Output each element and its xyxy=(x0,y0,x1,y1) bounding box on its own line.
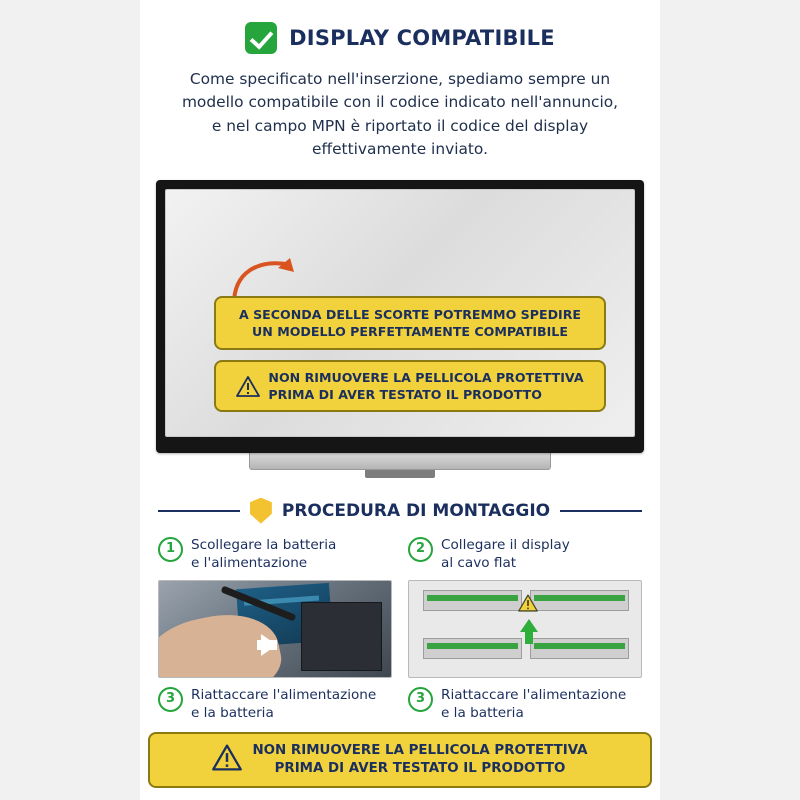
intro-line-4: effettivamente inviato. xyxy=(312,140,488,159)
panel-backlight-strip xyxy=(249,453,551,470)
panel-screen xyxy=(165,189,635,437)
step-1-text xyxy=(191,536,336,572)
callout-compatible xyxy=(214,296,606,351)
panel-bezel xyxy=(156,180,644,453)
bottom-warning-banner xyxy=(148,732,652,788)
intro-line-3: e nel campo MPN è riportato il codice del display xyxy=(211,116,589,135)
step-3-right-line-2: e la batteria xyxy=(441,704,524,721)
warning-triangle-icon xyxy=(518,594,538,616)
step-column-right xyxy=(408,536,642,724)
flat-cable-connector xyxy=(530,638,629,659)
warning-triangle-icon xyxy=(212,744,242,775)
step-1-number: 1 xyxy=(158,537,183,562)
content-column xyxy=(140,0,660,800)
intro-text xyxy=(158,68,642,162)
callout-warning-text xyxy=(268,369,583,404)
divider-right xyxy=(560,510,642,512)
intro-line-2: modello compatibile con il codice indicato nell'annuncio, xyxy=(181,93,619,112)
callout-warning xyxy=(214,360,606,413)
step-2-line-1: Collegare il display xyxy=(441,536,570,553)
step-3-right-text xyxy=(441,686,626,722)
flat-cable-connector xyxy=(530,590,629,611)
check-icon xyxy=(245,22,277,54)
step-2-text xyxy=(441,536,570,572)
left-margin-rail xyxy=(0,0,140,800)
intro-line-1: Come specificato nell'inserzione, spediamo sempre un xyxy=(189,70,611,88)
procedure-title: PROCEDURA DI MONTAGGIO xyxy=(281,500,551,521)
shield-icon xyxy=(250,498,272,524)
display-panel-illustration xyxy=(156,180,644,478)
step-2-line-2: al cavo flat xyxy=(441,554,517,571)
step-3-right xyxy=(408,686,642,724)
step-3-left-text xyxy=(191,686,376,722)
bottom-warning-line-2: PRIMA DI AVER TESTATO IL PRODOTTO xyxy=(274,760,566,776)
step-1-photo xyxy=(158,580,392,678)
step-3-left-line-2: e la batteria xyxy=(191,704,274,721)
step-3-left xyxy=(158,686,392,724)
callout-warning-line-2: PRIMA DI AVER TESTATO IL PRODOTTO xyxy=(268,387,542,402)
procedure-steps xyxy=(158,536,642,724)
warning-triangle-icon xyxy=(236,376,260,397)
step-column-left xyxy=(158,536,392,724)
step-3-right-line-1: Riattaccare l'alimentazione xyxy=(441,686,627,703)
white-arrow-icon xyxy=(261,634,277,656)
callout-compatible-line-2: UN MODELLO PERFETTAMENTE COMPATIBILE xyxy=(252,324,568,339)
panel-connector-tab xyxy=(365,470,435,478)
procedure-heading xyxy=(158,498,642,524)
flat-cable-connector xyxy=(423,590,522,611)
header xyxy=(140,0,660,54)
green-up-arrow-icon xyxy=(520,619,538,632)
right-margin-rail xyxy=(660,0,800,800)
page-title: DISPLAY COMPATIBILE xyxy=(289,26,555,50)
divider-left xyxy=(158,510,240,512)
step-2-number: 2 xyxy=(408,537,433,562)
bottom-warning-line-1: NON RIMUOVERE LA PELLICOLA PROTETTIVA xyxy=(252,742,588,758)
step-3-right-number: 3 xyxy=(408,687,433,712)
bottom-warning-text xyxy=(252,742,587,778)
flat-cable-connector xyxy=(423,638,522,659)
step-3-left-line-1: Riattaccare l'alimentazione xyxy=(191,686,377,703)
step-1-line-1: Scollegare la batteria xyxy=(191,536,337,553)
step-1-line-2: e l'alimentazione xyxy=(191,554,308,571)
step-2-photo xyxy=(408,580,642,678)
step-3-left-number: 3 xyxy=(158,687,183,712)
callout-warning-line-1: NON RIMUOVERE LA PELLICOLA PROTETTIVA xyxy=(268,369,584,385)
step-1 xyxy=(158,536,392,574)
battery-graphic xyxy=(301,602,382,671)
step-2 xyxy=(408,536,642,574)
callout-compatible-line-1: A SECONDA DELLE SCORTE POTREMMO SPEDIRE xyxy=(238,306,582,322)
